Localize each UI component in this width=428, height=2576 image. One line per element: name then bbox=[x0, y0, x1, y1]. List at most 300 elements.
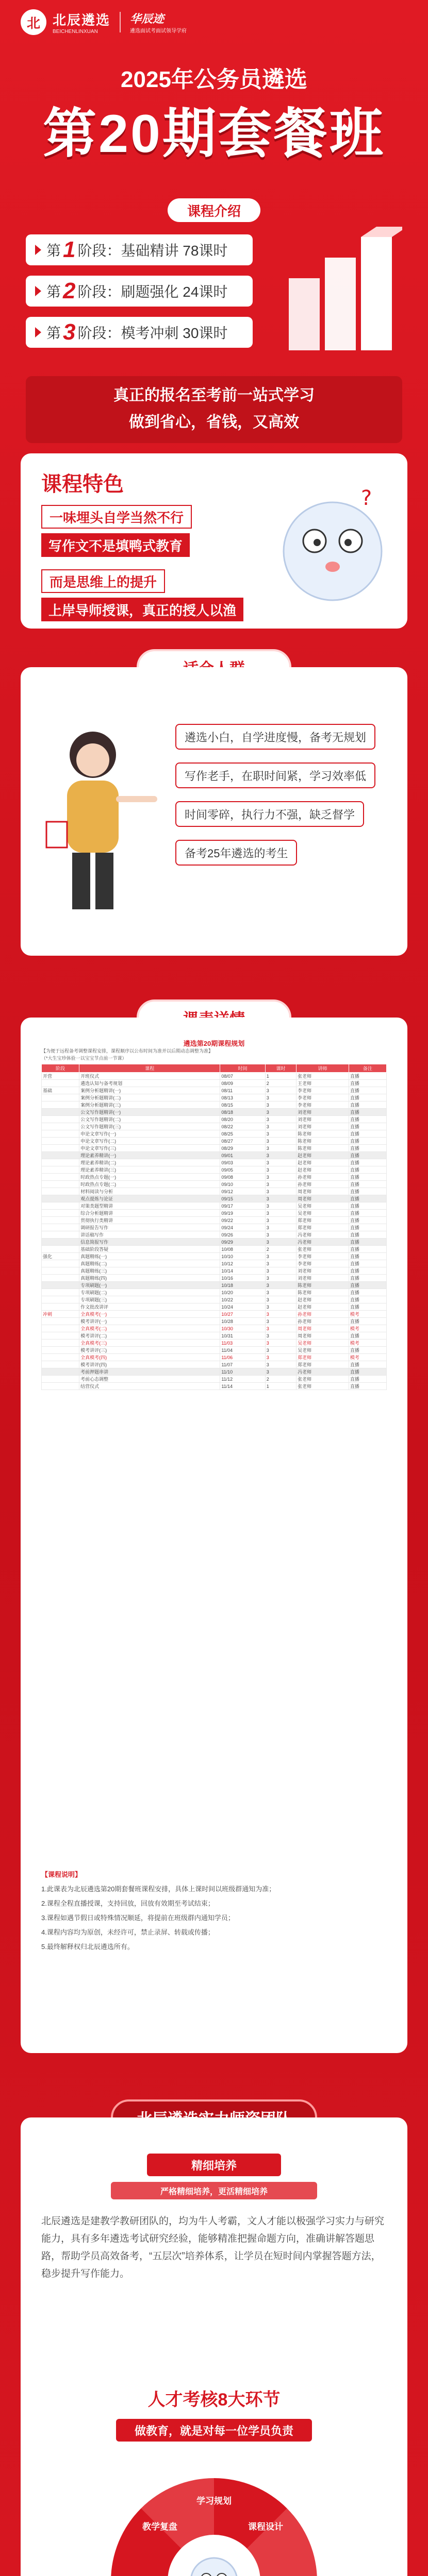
table-cell: 3 bbox=[265, 1087, 296, 1094]
schedule-sub2: （*大生宝珍体验一以宝宝节点前一节课） bbox=[41, 1056, 127, 1061]
table-cell: 真题精练(三) bbox=[79, 1267, 220, 1275]
table-cell: 郑老师 bbox=[297, 1354, 349, 1361]
table-cell bbox=[42, 1138, 79, 1145]
table-cell: 09/17 bbox=[220, 1202, 265, 1210]
schedule-card bbox=[21, 1018, 407, 2053]
year-line: 2025年公务员遴选 bbox=[121, 67, 307, 92]
stage-3 bbox=[26, 317, 253, 348]
table-row bbox=[42, 1094, 387, 1101]
table-cell: 吴老师 bbox=[297, 1347, 349, 1354]
table-cell: 10/31 bbox=[220, 1332, 265, 1340]
table-cell: 11/06 bbox=[220, 1354, 265, 1361]
table-cell: 全真模考(四) bbox=[79, 1354, 220, 1361]
table-row bbox=[42, 1202, 387, 1210]
table-cell: 10/27 bbox=[220, 1311, 265, 1318]
table-cell: 3 bbox=[265, 1260, 296, 1267]
table-cell: 直播 bbox=[349, 1116, 386, 1123]
table-cell: 周老师 bbox=[297, 1195, 349, 1202]
mascot-illustration-icon bbox=[273, 474, 392, 608]
feature-line-4: 上岸导师授课，真正的授人以渔 bbox=[41, 598, 243, 621]
table-cell bbox=[42, 1109, 79, 1116]
table-cell: 直播 bbox=[349, 1181, 386, 1188]
table-cell bbox=[42, 1094, 79, 1101]
table-cell: 模考 bbox=[349, 1311, 386, 1318]
table-cell: 时政热点专题(一) bbox=[79, 1174, 220, 1181]
table-cell: 理论素养精讲(三) bbox=[79, 1166, 220, 1174]
table-cell: 直播 bbox=[349, 1303, 386, 1311]
schedule-header-5: 备注 bbox=[349, 1064, 386, 1073]
table-cell: 贯彻执行类精讲 bbox=[79, 1217, 220, 1224]
table-cell: 赵老师 bbox=[297, 1152, 349, 1159]
stage-3-text: 阶段：模考冲刺 30课时 bbox=[77, 325, 228, 341]
table-cell bbox=[42, 1202, 79, 1210]
table-cell: 理论素养精讲(二) bbox=[79, 1159, 220, 1166]
table-cell: 10/16 bbox=[220, 1275, 265, 1282]
schedule-body bbox=[42, 1073, 387, 1390]
table-cell: 09/10 bbox=[220, 1181, 265, 1188]
table-cell: 09/15 bbox=[220, 1195, 265, 1202]
brand2-sub: 遴选面试考面试领导学府 bbox=[130, 28, 187, 34]
table-row bbox=[42, 1275, 387, 1282]
table-cell: 3 bbox=[265, 1145, 296, 1152]
table-cell: 直播 bbox=[349, 1253, 386, 1260]
table-cell: 直播 bbox=[349, 1080, 386, 1087]
table-row bbox=[42, 1231, 387, 1239]
schedule-header-2: 时间 bbox=[220, 1064, 265, 1073]
table-cell: 申论文章写作(三) bbox=[79, 1145, 220, 1152]
table-cell: 08/15 bbox=[220, 1101, 265, 1109]
ring-title: 人才考核8大环节 bbox=[147, 2390, 281, 2410]
table-cell: 李老师 bbox=[297, 1094, 349, 1101]
table-cell: 08/29 bbox=[220, 1145, 265, 1152]
suitable-item-4: 备考25年遴选的考生 bbox=[175, 840, 297, 866]
table-cell: 李老师 bbox=[297, 1253, 349, 1260]
table-cell: 申论文章写作(一) bbox=[79, 1130, 220, 1138]
logo-divider bbox=[120, 12, 121, 32]
table-cell bbox=[42, 1130, 79, 1138]
table-cell: 直播 bbox=[349, 1174, 386, 1181]
table-row bbox=[42, 1289, 387, 1296]
table-cell: 郑老师 bbox=[297, 1217, 349, 1224]
table-cell: 冯老师 bbox=[297, 1368, 349, 1376]
table-cell: 3 bbox=[265, 1152, 296, 1159]
table-cell bbox=[42, 1289, 79, 1296]
table-cell: 考前押题串讲 bbox=[79, 1368, 220, 1376]
table-cell bbox=[42, 1101, 79, 1109]
table-cell: 3 bbox=[265, 1303, 296, 1311]
table-row bbox=[42, 1311, 387, 1318]
schedule-header-3: 课时 bbox=[265, 1064, 296, 1073]
table-cell: 冲刺 bbox=[42, 1311, 79, 1318]
table-cell bbox=[42, 1224, 79, 1231]
table-cell: 3 bbox=[265, 1368, 296, 1376]
table-cell: 3 bbox=[265, 1138, 296, 1145]
table-cell: 冯老师 bbox=[297, 1239, 349, 1246]
table-cell: 08/18 bbox=[220, 1109, 265, 1116]
table-cell bbox=[42, 1318, 79, 1325]
table-cell: 10/08 bbox=[220, 1246, 265, 1253]
table-row bbox=[42, 1109, 387, 1116]
table-cell: 申论文章写作(二) bbox=[79, 1138, 220, 1145]
table-cell: 陈老师 bbox=[297, 1130, 349, 1138]
stage-1-text: 阶段：基础精讲 78课时 bbox=[77, 243, 228, 259]
table-cell: 直播 bbox=[349, 1138, 386, 1145]
table-cell: 3 bbox=[265, 1354, 296, 1361]
note-3: 3.课程如遇节假日或特殊情况顺延，将提前在班级群内通知学员； bbox=[41, 1914, 235, 1922]
table-cell: 3 bbox=[265, 1340, 296, 1347]
table-cell: 孙老师 bbox=[297, 1181, 349, 1188]
table-row bbox=[42, 1376, 387, 1383]
table-cell bbox=[42, 1159, 79, 1166]
table-cell: 刘老师 bbox=[297, 1123, 349, 1130]
feature-line-2: 写作文不是填鸭式教育 bbox=[41, 533, 190, 557]
ring-label-5 bbox=[116, 2573, 162, 2576]
table-cell: 信息简报写作 bbox=[79, 1239, 220, 1246]
table-cell: 11/10 bbox=[220, 1368, 265, 1376]
table-cell: 真题精练(四) bbox=[79, 1275, 220, 1282]
table-row bbox=[42, 1260, 387, 1267]
table-cell: 直播 bbox=[349, 1109, 386, 1116]
table-cell: 直播 bbox=[349, 1368, 386, 1376]
main-title: 第20期套餐班 bbox=[43, 104, 385, 164]
stage-3-num: 3 bbox=[63, 319, 76, 345]
table-cell: 直播 bbox=[349, 1376, 386, 1383]
table-cell: 11/14 bbox=[220, 1383, 265, 1390]
table-cell: 直播 bbox=[349, 1087, 386, 1094]
table-cell: 08/11 bbox=[220, 1087, 265, 1094]
table-cell: 08/25 bbox=[220, 1130, 265, 1138]
features-card bbox=[21, 453, 407, 629]
table-cell: 模考 bbox=[349, 1340, 386, 1347]
table-cell bbox=[42, 1080, 79, 1087]
table-cell: 3 bbox=[265, 1217, 296, 1224]
table-cell: 陈老师 bbox=[297, 1138, 349, 1145]
schedule-header-1: 课程 bbox=[79, 1064, 220, 1073]
table-cell bbox=[42, 1354, 79, 1361]
table-row bbox=[42, 1224, 387, 1231]
table-cell: 全真模考(二) bbox=[79, 1325, 220, 1332]
triangle-icon bbox=[35, 286, 41, 296]
table-cell: 3 bbox=[265, 1296, 296, 1303]
table-cell: 3 bbox=[265, 1224, 296, 1231]
table-row bbox=[42, 1087, 387, 1094]
table-cell: 张老师 bbox=[297, 1383, 349, 1390]
table-cell: 模考讲评(三) bbox=[79, 1347, 220, 1354]
table-cell: 3 bbox=[265, 1181, 296, 1188]
table-cell: 结营仪式 bbox=[79, 1383, 220, 1390]
table-cell: 09/24 bbox=[220, 1224, 265, 1231]
table-cell: 考前心态调整 bbox=[79, 1376, 220, 1383]
table-cell: 10/28 bbox=[220, 1318, 265, 1325]
table-cell: 吴老师 bbox=[297, 1202, 349, 1210]
table-cell: 作文批改讲评 bbox=[79, 1303, 220, 1311]
table-cell: 10/24 bbox=[220, 1303, 265, 1311]
table-row bbox=[42, 1130, 387, 1138]
table-cell bbox=[42, 1325, 79, 1332]
table-cell: 刘老师 bbox=[297, 1116, 349, 1123]
ribbon-fine-training-sub: 严格精细培养，更活精细培养 bbox=[111, 2182, 317, 2199]
table-cell: 3 bbox=[265, 1332, 296, 1340]
schedule-subtitle: 【为便于远程备考调整课程安排，课程顺序以公布时间为准并以后期动态调整为准】 bbox=[41, 1048, 213, 1054]
table-cell: 2 bbox=[265, 1376, 296, 1383]
table-cell: 郑老师 bbox=[297, 1224, 349, 1231]
table-cell: 专项刷题(二) bbox=[79, 1289, 220, 1296]
stage-2-pre: 第 bbox=[46, 284, 61, 300]
table-cell: 开营 bbox=[42, 1073, 79, 1080]
table-cell: 专项刷题(三) bbox=[79, 1296, 220, 1303]
table-cell: 09/05 bbox=[220, 1166, 265, 1174]
table-row bbox=[42, 1101, 387, 1109]
table-cell: 张老师 bbox=[297, 1376, 349, 1383]
table-cell: 2 bbox=[265, 1246, 296, 1253]
teacher-illustration-icon bbox=[36, 719, 165, 925]
table-cell: 3 bbox=[265, 1109, 296, 1116]
feature-line-1: 一味埋头自学当然不行 bbox=[41, 505, 192, 529]
stage-3-pre: 第 bbox=[46, 325, 61, 341]
table-cell: 08/09 bbox=[220, 1080, 265, 1087]
ring-label-2: 课程设计 bbox=[248, 2522, 283, 2532]
table-cell: 周老师 bbox=[297, 1188, 349, 1195]
table-row bbox=[42, 1354, 387, 1361]
note-1: 1.此课表为北辰遴选第20期套餐班课程安排，具体上课时间以班级群通知为准； bbox=[41, 1885, 276, 1893]
table-cell: 吴老师 bbox=[297, 1340, 349, 1347]
table-cell: 11/04 bbox=[220, 1347, 265, 1354]
table-cell bbox=[42, 1239, 79, 1246]
table-row bbox=[42, 1159, 387, 1166]
table-cell: 3 bbox=[265, 1282, 296, 1289]
ring-label-1: 学习规划 bbox=[196, 2496, 232, 2506]
table-cell bbox=[42, 1174, 79, 1181]
table-row bbox=[42, 1166, 387, 1174]
table-cell: 08/22 bbox=[220, 1123, 265, 1130]
features-title: 课程特色 bbox=[41, 473, 124, 496]
table-cell bbox=[42, 1296, 79, 1303]
table-row bbox=[42, 1296, 387, 1303]
table-row bbox=[42, 1188, 387, 1195]
schedule-header-row bbox=[42, 1064, 387, 1073]
table-cell: 09/26 bbox=[220, 1231, 265, 1239]
table-row bbox=[42, 1253, 387, 1260]
table-cell bbox=[42, 1195, 79, 1202]
table-cell: 李老师 bbox=[297, 1087, 349, 1094]
table-cell: 3 bbox=[265, 1289, 296, 1296]
table-cell: 3 bbox=[265, 1166, 296, 1174]
schedule-notes bbox=[41, 1868, 387, 1954]
course-slogan bbox=[26, 376, 402, 443]
stage-2-num: 2 bbox=[63, 278, 76, 303]
table-row bbox=[42, 1073, 387, 1080]
table-cell: 调研报告写作 bbox=[79, 1224, 220, 1231]
brand-logo[interactable] bbox=[21, 9, 187, 35]
table-cell: 09/03 bbox=[220, 1159, 265, 1166]
table-cell bbox=[42, 1246, 79, 1253]
table-row bbox=[42, 1217, 387, 1224]
schedule-header-4: 讲师 bbox=[297, 1064, 349, 1073]
suitable-item-1: 遴选小白，自学进度慢，备考无规划 bbox=[175, 724, 375, 750]
table-cell: 3 bbox=[265, 1361, 296, 1368]
table-row bbox=[42, 1282, 387, 1289]
table-cell: 直播 bbox=[349, 1289, 386, 1296]
table-cell: 直播 bbox=[349, 1217, 386, 1224]
table-cell: 直播 bbox=[349, 1246, 386, 1253]
table-cell: 11/07 bbox=[220, 1361, 265, 1368]
ring-sub: 做教育，就是对每一位学员负责 bbox=[116, 2419, 312, 2442]
table-cell: 直播 bbox=[349, 1166, 386, 1174]
schedule-table bbox=[41, 1064, 387, 1390]
table-cell: 孙老师 bbox=[297, 1174, 349, 1181]
logo-sub: BEICHENLINXUAN bbox=[53, 29, 98, 35]
table-cell: 10/18 bbox=[220, 1282, 265, 1289]
table-cell bbox=[42, 1217, 79, 1224]
table-row bbox=[42, 1368, 387, 1376]
table-cell bbox=[42, 1116, 79, 1123]
table-cell: 冯老师 bbox=[297, 1231, 349, 1239]
table-cell: 时政热点专题(二) bbox=[79, 1181, 220, 1188]
table-cell bbox=[42, 1303, 79, 1311]
table-cell: 直播 bbox=[349, 1210, 386, 1217]
table-cell: 真题精练(一) bbox=[79, 1253, 220, 1260]
table-cell bbox=[42, 1145, 79, 1152]
table-row bbox=[42, 1195, 387, 1202]
table-cell: 强化 bbox=[42, 1253, 79, 1260]
table-cell bbox=[42, 1188, 79, 1195]
table-cell: 09/08 bbox=[220, 1174, 265, 1181]
note-5: 5.最终解释权归北辰遴选所有。 bbox=[41, 1943, 134, 1951]
suitable-card bbox=[21, 667, 407, 956]
table-cell: 全真模考(三) bbox=[79, 1340, 220, 1347]
teachers-intro: 北辰遴选是建教学教研团队的，均为牛人考霸，文人才能以极强学习实力与研究能力，具有多年遴选考试研究经验，能够精准把握命题方向，准确讲解答题思路，帮助学员高效备考，“五层次”培养体系，让学员在短时间内掌握答题方法，稳步提升写作能力。 bbox=[41, 2216, 385, 2279]
table-cell: 赵老师 bbox=[297, 1296, 349, 1303]
table-cell: 11/03 bbox=[220, 1340, 265, 1347]
table-cell: 王老师 bbox=[297, 1080, 349, 1087]
table-cell bbox=[42, 1275, 79, 1282]
table-cell: 真题精练(二) bbox=[79, 1260, 220, 1267]
table-cell: 直播 bbox=[349, 1347, 386, 1354]
table-cell: 直播 bbox=[349, 1260, 386, 1267]
table-cell: 3 bbox=[265, 1318, 296, 1325]
table-cell: 直播 bbox=[349, 1202, 386, 1210]
table-cell: 吴老师 bbox=[297, 1210, 349, 1217]
table-cell bbox=[42, 1332, 79, 1340]
suitable-item-2: 写作老手，在职时间紧，学习效率低 bbox=[175, 762, 375, 788]
logo-name: 北辰遴选 bbox=[53, 12, 111, 28]
table-row bbox=[42, 1383, 387, 1390]
table-cell: 理论素养精讲(一) bbox=[79, 1152, 220, 1159]
table-cell: 3 bbox=[265, 1311, 296, 1318]
table-cell: 1 bbox=[265, 1383, 296, 1390]
table-cell: 08/13 bbox=[220, 1094, 265, 1101]
table-cell: 模考讲评(四) bbox=[79, 1361, 220, 1368]
teachers-card bbox=[21, 2117, 407, 2576]
ring-label-3: 教学复盘 bbox=[142, 2522, 177, 2532]
table-cell: 09/29 bbox=[220, 1239, 265, 1246]
table-cell: 李老师 bbox=[297, 1260, 349, 1267]
table-cell: 08/20 bbox=[220, 1116, 265, 1123]
table-cell: 直播 bbox=[349, 1073, 386, 1080]
table-cell bbox=[42, 1282, 79, 1289]
table-cell: 3 bbox=[265, 1202, 296, 1210]
table-cell: 09/12 bbox=[220, 1188, 265, 1195]
table-cell: 案例分析题精讲(一) bbox=[79, 1087, 220, 1094]
table-cell: 陈老师 bbox=[297, 1289, 349, 1296]
slogan-line-2: 做到省心，省钱，又高效 bbox=[129, 414, 299, 431]
table-cell: 直播 bbox=[349, 1231, 386, 1239]
table-row bbox=[42, 1181, 387, 1188]
table-row bbox=[42, 1239, 387, 1246]
table-cell: 直播 bbox=[349, 1239, 386, 1246]
table-row bbox=[42, 1325, 387, 1332]
note-2: 2.课程全程直播授课，支持回放，回放有效期至考试结束； bbox=[41, 1900, 215, 1907]
table-cell: 09/22 bbox=[220, 1217, 265, 1224]
table-cell bbox=[42, 1166, 79, 1174]
table-cell: 刘老师 bbox=[297, 1109, 349, 1116]
table-cell: 直播 bbox=[349, 1123, 386, 1130]
table-row bbox=[42, 1340, 387, 1347]
triangle-icon bbox=[35, 327, 41, 337]
table-cell: 赵老师 bbox=[297, 1303, 349, 1311]
table-cell bbox=[42, 1231, 79, 1239]
table-row bbox=[42, 1303, 387, 1311]
table-cell: 专项刷题(一) bbox=[79, 1282, 220, 1289]
table-cell bbox=[42, 1383, 79, 1390]
table-cell: 10/30 bbox=[220, 1325, 265, 1332]
table-cell: 11/12 bbox=[220, 1376, 265, 1383]
table-cell: 10/14 bbox=[220, 1267, 265, 1275]
table-cell: 材料阅读与分析 bbox=[79, 1188, 220, 1195]
feature-line-3: 而是思维上的提升 bbox=[41, 569, 165, 593]
table-cell: 08/27 bbox=[220, 1138, 265, 1145]
table-cell: 3 bbox=[265, 1231, 296, 1239]
table-cell: 10/22 bbox=[220, 1296, 265, 1303]
table-cell bbox=[42, 1267, 79, 1275]
table-cell bbox=[42, 1181, 79, 1188]
table-cell: 直播 bbox=[349, 1275, 386, 1282]
table-row bbox=[42, 1332, 387, 1340]
table-cell bbox=[42, 1368, 79, 1376]
table-cell: 3 bbox=[265, 1325, 296, 1332]
logo-mark: 北 bbox=[21, 9, 46, 35]
table-cell: 3 bbox=[265, 1116, 296, 1123]
table-cell: 3 bbox=[265, 1210, 296, 1217]
table-cell: 公文写作题精讲(二) bbox=[79, 1116, 220, 1123]
stage-2-text: 阶段：刷题强化 24课时 bbox=[77, 284, 228, 300]
notes-title: 【课程说明】 bbox=[41, 1871, 82, 1878]
table-cell: 基础 bbox=[42, 1087, 79, 1094]
course-intro-pill: 课程介绍 bbox=[168, 198, 260, 222]
table-cell: 直播 bbox=[349, 1101, 386, 1109]
table-cell: 09/01 bbox=[220, 1152, 265, 1159]
note-4: 4.课程内容均为原创，未经许可，禁止录屏、转载或传播； bbox=[41, 1928, 215, 1936]
table-cell: 遴选认知与备考规划 bbox=[79, 1080, 220, 1087]
pillar-illustration-icon bbox=[278, 227, 402, 361]
table-cell: 3 bbox=[265, 1188, 296, 1195]
table-cell: 孙老师 bbox=[297, 1311, 349, 1318]
table-row bbox=[42, 1138, 387, 1145]
table-cell: 案例分析题精讲(三) bbox=[79, 1101, 220, 1109]
table-cell bbox=[42, 1340, 79, 1347]
table-row bbox=[42, 1347, 387, 1354]
table-cell: 陈老师 bbox=[297, 1145, 349, 1152]
triangle-icon bbox=[35, 245, 41, 255]
table-row bbox=[42, 1246, 387, 1253]
table-row bbox=[42, 1267, 387, 1275]
table-cell: 直播 bbox=[349, 1383, 386, 1390]
table-cell: 2 bbox=[265, 1080, 296, 1087]
table-cell: 对策类题型精讲 bbox=[79, 1202, 220, 1210]
table-cell: 周老师 bbox=[297, 1332, 349, 1340]
table-cell: 直播 bbox=[349, 1094, 386, 1101]
table-cell: 直播 bbox=[349, 1195, 386, 1202]
